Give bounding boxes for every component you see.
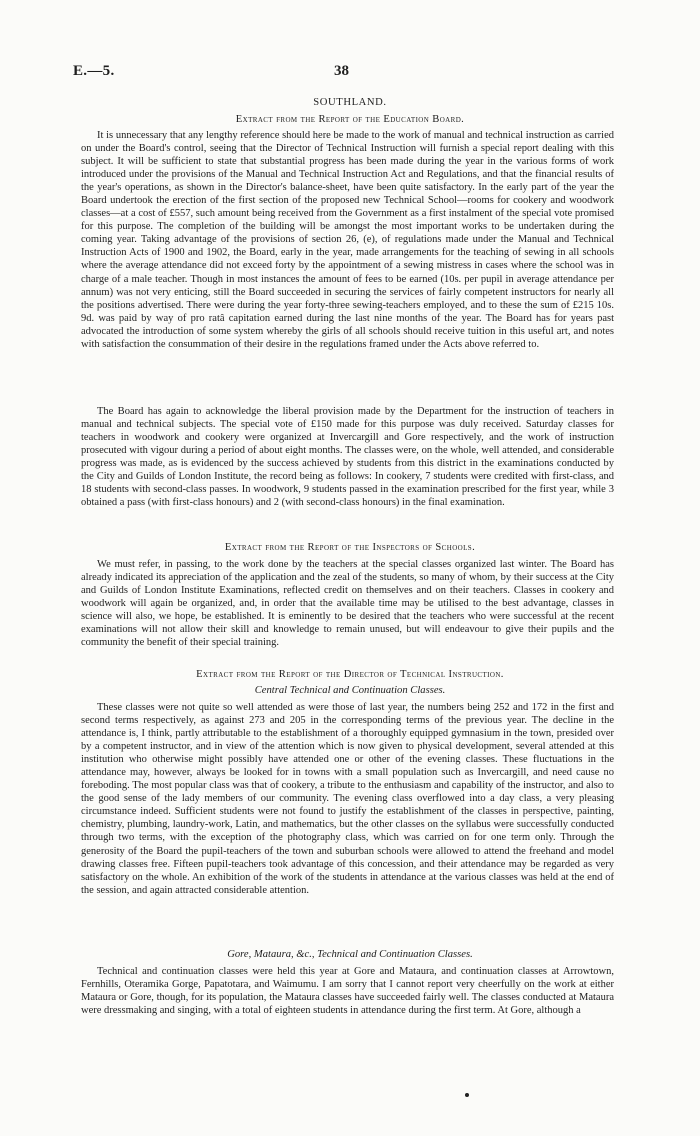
paragraph: The Board has again to acknowledge the liberal provision made by the Department for the instruction of teachers in manual and technical subjects. The special vote of £150 made for this purpose was duly received. Saturday classes for teachers in woodwork and cookery were organized at Invercargill and Gore respectively, and the work of instruction prosecuted with vigour during a period of about eight months. The classes were, on the whole, well attended, and considerable progress was made, as is evidenced by the success achieved by students from this district in the examinations conducted by the City and Guilds of London Institute, the record being as follows: In cookery, 7 students were credited with first-class, and 18 students with second-class passes. In woodwork, 9 students passed in the examination prescribed for the first year, while 3 obtained a pass (with first-class honours) and 2 (with second-class honours) in the final examination.: [81, 406, 614, 509]
section-heading-director: Extract from the Report of the Director of Technical Instruction.: [196, 669, 504, 680]
subheading-central-classes: Central Technical and Continuation Classes.: [254, 685, 446, 696]
section-heading-education-board: Extract from the Report of the Education Board.: [235, 114, 465, 125]
region-title: SOUTHLAND.: [313, 97, 387, 108]
paragraph: It is unnecessary that any lengthy reference should here be made to the work of manual and technical instruction as carried on under the Board's control, seeing that the Director of Technical Instruction will furnish a special report dealing with this subject. It will be sufficient to state that substantial progress has been made during the year in the various forms of work introduced under the provisions of the Manual and Technical Instruction Act and Regulations, and that the financial results of the year's operations, as shown in the Director's balance-sheet, have been quite satisfactory. In the early part of the year the Board undertook the erection of the first section of the proposed new Technical School—rooms for cookery and woodwork classes—at a cost of £557, such amount being received from the Government as a first instalment of the special vote promised for this purpose. The completion of the building will be amongst the most important works to be undertaken during the coming year. Taking advantage of the provisions of section 26, (e), of regulations made under the Manual and Technical Instruction Acts of 1900 and 1902, the Board, early in the year, made arrangements for the teaching of sewing in all schools where the average attendance did not exceed forty by the appointment of a sewing mistress in cases where the school was in charge of a male teacher. Though in most instances the amount of fees to be earned (10s. per pupil in average attendance per annum) was not very enticing, still the Board succeeded in securing the services of fairly competent instructors for nearly all the positions advertised. There were during the year forty-three sewing-teachers employed, and to these the sum of £215 10s. 9d. was paid by way of pro ratâ capitation earned during the last nine months of the year. The Board has for years past advocated the introduction of some system whereby the girls of all schools should receive tuition in this useful art, and notes with satisfaction the consummation of their desire in the regulations framed under the Acts above referred to.: [81, 130, 614, 350]
document-reference: E.—5.: [73, 63, 115, 79]
subheading-gore-mataura: Gore, Mataura, &c., Technical and Continuation Classes.: [227, 949, 473, 960]
paragraph: Technical and continuation classes were held this year at Gore and Mataura, and continuation classes at Arrowtown, Fernhills, Oteramika Gorge, Papatotara, and Waimumu. I am sorry that I cannot report very cheerfully on the work at either Mataura or Gore, though, for its population, the Mataura classes have succeeded fairly well. The classes conducted at Mataura were dressmaking and singing, with a total of eighteen students in attendance during the first term. At Gore, although a: [81, 966, 614, 1017]
page-number: 38: [334, 63, 349, 79]
page-header: [0, 63, 700, 83]
ink-dot: [465, 1093, 469, 1097]
paragraph: We must refer, in passing, to the work done by the teachers at the special classes organized last winter. The Board has already indicated its appreciation of the application and the zeal of the students, so many of whom, by their success at the City and Guilds of London Institute Examinations, reflected credit on themselves and on their teachers. Classes in cookery and woodwork will again be organized, and, in order that the available time may be utilised to the best advantage, classes in science will also, we hope, be established. It is eminently to be desired that the teachers who were successful at the recent examinations will not allow their skill and knowledge to remain unused, but will endeavour to give their pupils and the community the benefit of their special training.: [81, 559, 614, 649]
section-heading-inspectors: Extract from the Report of the Inspectors of Schools.: [224, 542, 476, 553]
paragraph: These classes were not quite so well attended as were those of last year, the numbers being 252 and 172 in the first and second terms respectively, as against 273 and 205 in the corresponding terms of the previous year. The decline in the attendance is, I think, partly attributable to the establishment of a thoroughly equipped gymnasium in the town, presided over by a competent instructor, and in view of the attention which is now given to physical development, several attended at this institution who otherwise might possibly have attended one or other of the evening classes. These fluctuations in the attendance may, however, always be looked for in towns with a small population such as Invercargill, and need cause no foreboding. The most popular class was that of cookery, a tribute to the enthusiasm and capability of the instructor, and also to the good sense of the lady members of our community. The evening class overflowed into a day class, a very pleasing circumstance indeed. Sufficient students were not found to justify the establishment of the classes in perspective, painting, chemistry, plumbing, laundry-work, Latin, and mathematics, but the other classes on the syllabus were successfully conducted through two terms, with the exception of the photography class, which was carried on for one term only. Through the generosity of the Board the pupil-teachers of the town and suburban schools were allowed to attend the freehand and model drawing classes free. Fifteen pupil-teachers took advantage of this concession, and their attendance may be regarded as very satisfactory on the whole. An exhibition of the work of the students in attendance at the various classes was held at the end of the session, and again attracted considerable attention.: [81, 702, 614, 896]
